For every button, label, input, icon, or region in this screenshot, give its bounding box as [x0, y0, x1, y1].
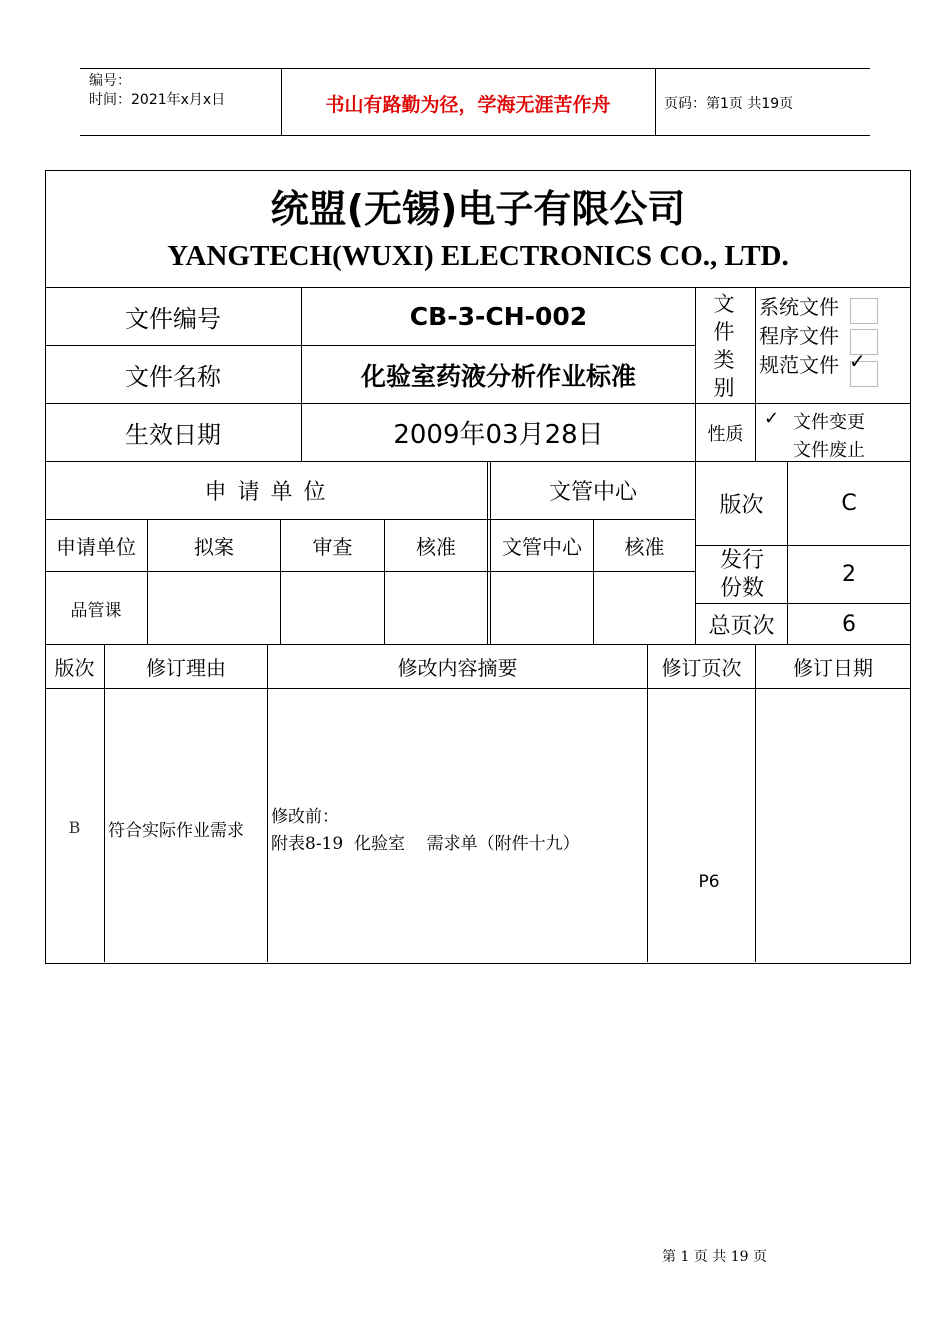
- company-name-en: YANGTECH(WUXI) ELECTRONICS CO., LTD.: [167, 240, 789, 272]
- applicant-header: 申 请 单 位: [204, 480, 328, 505]
- rule-v-104: [104, 644, 105, 962]
- total-pages-label: 总页次: [708, 613, 775, 639]
- col-approve-2: 核准: [624, 535, 665, 559]
- doc-center-header: 文管中心: [548, 480, 637, 505]
- rev-row-version: B: [68, 817, 81, 837]
- rule-h-688: [45, 688, 910, 689]
- doc-type-check-mark-icon: ✓: [849, 349, 866, 373]
- version-label: 版次: [719, 493, 764, 518]
- col-draft: 拟案: [194, 535, 234, 559]
- rev-row-page: P6: [698, 872, 720, 892]
- copies-value: 2: [842, 562, 856, 587]
- col-review: 审查: [312, 535, 353, 559]
- rule-v-647: [647, 644, 648, 962]
- dept-quality: 品管课: [70, 600, 122, 621]
- header-bottom-rule: [80, 135, 870, 136]
- rule-v-755b: [755, 644, 756, 962]
- nature-option-change: 文件变更: [793, 412, 865, 433]
- header-info: [89, 72, 225, 110]
- header-motto: 书山有路勤为径，学海无涯苦作舟: [325, 93, 611, 116]
- version-value: C: [841, 491, 857, 516]
- header-page-info: 页码：第1页 共19页: [664, 96, 794, 112]
- col-doc-center: 文管中心: [502, 535, 582, 559]
- copies-label: 发行份数: [719, 547, 764, 601]
- nature-check-mark-icon: ✓: [764, 408, 780, 429]
- doc-type-option-system: 系统文件: [759, 295, 839, 319]
- rev-header-reason: 修订理由: [146, 656, 226, 680]
- doc-number-label: 编号：: [89, 73, 131, 89]
- doc-number-value: CB-3-CH-002: [409, 302, 588, 331]
- rule-v-755: [755, 287, 756, 461]
- company-name-cn: 统盟(无锡)电子有限公司: [270, 187, 686, 231]
- rev-header-summary: 修改内容摘要: [397, 656, 518, 680]
- doc-name-label-cell: 文件名称: [125, 363, 221, 391]
- total-pages-value: 6: [842, 611, 856, 637]
- doc-type-checkbox-system[interactable]: [850, 298, 878, 324]
- effective-date-label: 生效日期: [125, 421, 221, 449]
- doc-number-label-cell: 文件编号: [125, 305, 221, 333]
- col-approve: 核准: [416, 535, 456, 559]
- doc-type-label: 文件类别: [713, 292, 735, 400]
- rev-header-date: 修订日期: [793, 656, 873, 680]
- doc-name-value: 化验室药液分析作业标准: [360, 361, 636, 391]
- rev-row-summary-line2: 附表8-19 化验室 需求单（附件十九）: [271, 834, 580, 854]
- col-applicant: 申请单位: [56, 535, 136, 559]
- footer-page-number: 第 1 页 共 19 页: [662, 1249, 767, 1265]
- rev-row-summary-line1: 修改前：: [271, 807, 339, 827]
- rule-v-487: [487, 461, 488, 644]
- time-label: 时间：2021年x月x日: [89, 92, 226, 108]
- effective-date-value: 2009年03月28日: [393, 420, 604, 450]
- nature-label: 性质: [707, 423, 744, 445]
- header-divider-right: [655, 68, 656, 136]
- rev-header-page: 修订页次: [661, 656, 742, 680]
- doc-type-option-spec: 规范文件: [759, 353, 839, 377]
- header-top-rule: [80, 68, 870, 69]
- doc-type-option-procedure: 程序文件: [759, 324, 839, 348]
- rule-v-267: [267, 644, 268, 962]
- nature-option-abolish: 文件废止: [793, 440, 865, 461]
- rev-row-reason: 符合实际作业需求: [108, 821, 244, 841]
- rev-header-version: 版次: [54, 656, 95, 680]
